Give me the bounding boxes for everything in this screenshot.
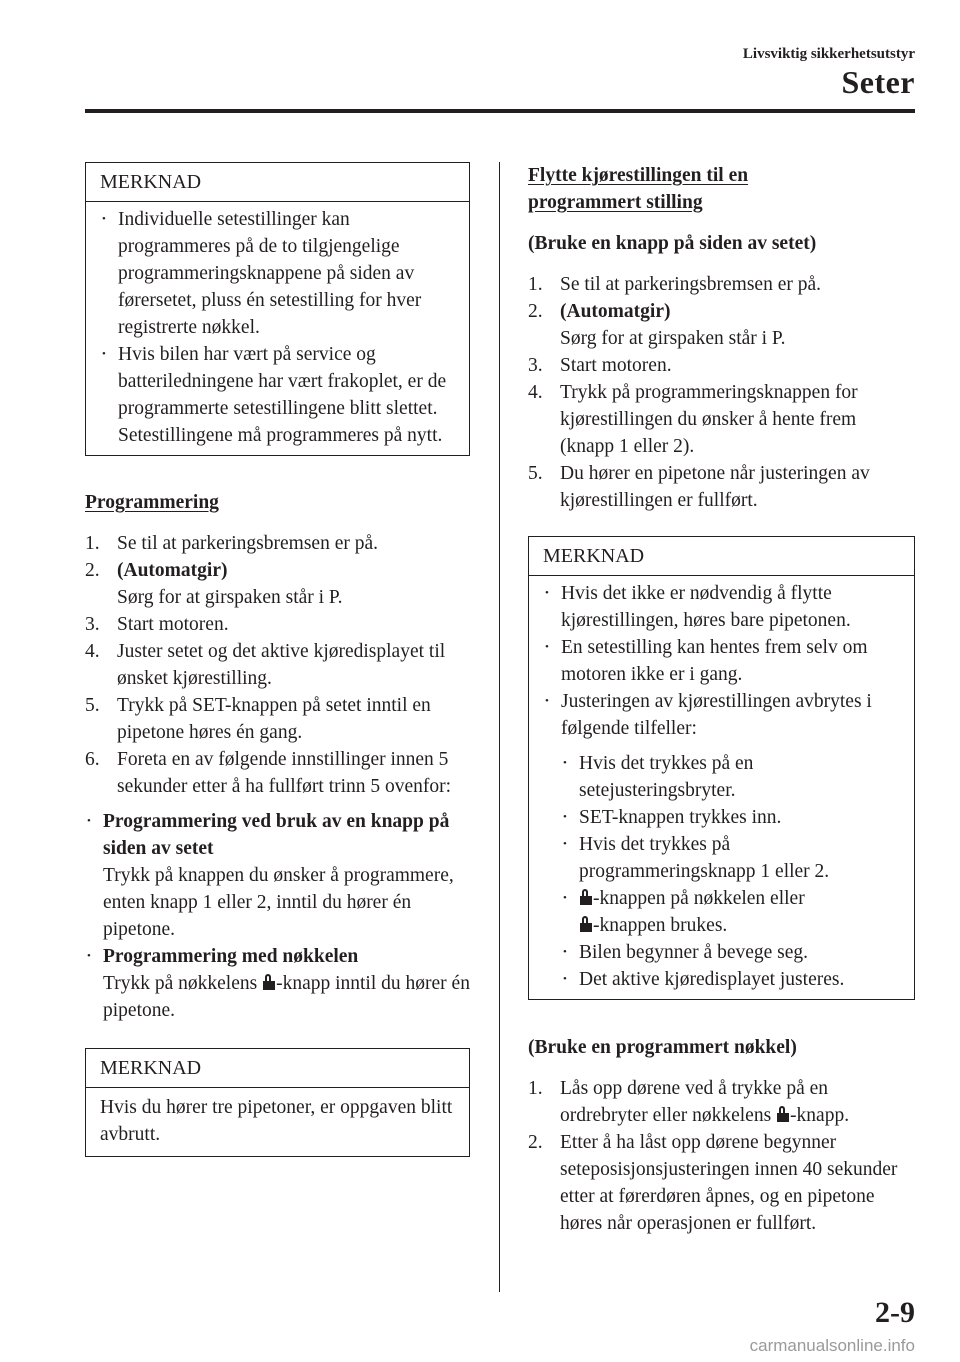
column-divider [499, 162, 500, 1292]
note-sub-bullet: • -knappen på nøkkelen eller -knappen brukes. [561, 885, 900, 939]
note-box [85, 162, 470, 456]
note-box [85, 1048, 470, 1157]
step-item: 3. Start motoren. [528, 355, 672, 376]
note-title: MERKNAD [86, 1049, 469, 1088]
step-list [528, 1075, 915, 1237]
right-column [528, 162, 915, 1237]
step-item: 4. Trykk på programmeringsknappen for kjørestillingen du ønsker å hente frem (knapp 1 eller 2). [528, 382, 858, 457]
subheading: (Bruke en knapp på siden av setet) [528, 233, 817, 254]
unlock-icon [580, 916, 592, 932]
subheading: (Bruke en programmert nøkkel) [528, 1037, 797, 1058]
note-title: MERKNAD [529, 537, 914, 576]
step-item: 5. Du hører en pipetone når justeringen av kjørestillingen er fullført. [528, 463, 870, 511]
step-item: 2. (Automatgir) Sørg for at girspaken står i P. [85, 560, 343, 608]
note-sub-bullet: • SET-knappen trykkes inn. [561, 804, 900, 831]
unlock-icon [580, 889, 592, 905]
header-rule [85, 109, 915, 113]
step-item: 2. (Automatgir) Sørg for at girspaken står i P. [528, 301, 786, 349]
unlock-icon [263, 974, 275, 990]
note-box [528, 536, 915, 1000]
sub-bullet: • Programmering ved bruk av en knapp på siden av setet Trykk på knappen du ønsker å programmere, enten knapp 1 eller 2, inntil du hører én pipetone. [85, 808, 470, 943]
note-bullet: • Hvis bilen har vært på service og batteriledningene har vært frakoplet, er de programmerte setestillingene blitt slettet. Setestillingene må programmeres på nytt. [100, 341, 455, 449]
step-item: 4. Juster setet og det aktive kjøredisplayet til ønsket kjørestilling. [85, 641, 446, 689]
note-bullet: • En setestilling kan hentes frem selv om motoren ikke er i gang. [543, 634, 900, 688]
section-heading: Flytte kjørestillingen til en programmert stilling [528, 165, 749, 213]
note-sub-bullet: • Bilen begynner å bevege seg. [561, 939, 900, 966]
note-text: Hvis du hører tre pipetoner, er oppgaven blitt avbrutt. [100, 1097, 453, 1145]
watermark: carmanualsonline.info [749, 1336, 915, 1355]
page-title: Seter [841, 64, 915, 100]
note-bullet: • Justeringen av kjørestillingen avbrytes i følgende tilfeller: [543, 688, 900, 742]
step-item: 5. Trykk på SET-knappen på setet inntil en pipetone høres én gang. [85, 695, 431, 743]
step-item: 6. Foreta en av følgende innstillinger innen 5 sekunder etter å ha fullført trinn 5 ovenfor: [85, 749, 452, 797]
step-list [528, 271, 915, 514]
left-column [85, 162, 470, 1157]
step-item: 1. Lås opp dørene ved å trykke på en ordrebryter eller nøkkelens -knapp. [528, 1078, 850, 1126]
unlock-icon [777, 1106, 789, 1122]
sub-bullet: • Programmering med nøkkelen Trykk på nøkkelens -knapp inntil du hører én pipetone. [85, 943, 470, 1024]
note-sub-bullet: • Det aktive kjøredisplayet justeres. [561, 966, 900, 993]
step-item: 1. Se til at parkeringsbremsen er på. [85, 533, 378, 554]
header-section: Livsviktig sikkerhetsutstyr [742, 46, 915, 62]
note-bullet: • Hvis det ikke er nødvendig å flytte kjørestillingen, høres bare pipetonen. [543, 580, 900, 634]
step-list [85, 530, 470, 800]
step-item: 2. Etter å ha låst opp dørene begynner seteposisjonsjusteringen innen 40 sekunder etter at førerdøren åpnes, og en pipetone høres når operasjonen er fullført. [528, 1132, 898, 1234]
step-item: 1. Se til at parkeringsbremsen er på. [528, 274, 821, 295]
note-title: MERKNAD [86, 163, 469, 202]
step-item: 3. Start motoren. [85, 614, 229, 635]
note-sub-bullet: • Hvis det trykkes på programmeringsknapp 1 eller 2. [561, 831, 900, 885]
page-number: 2-9 [875, 1296, 915, 1329]
note-sub-bullet: • Hvis det trykkes på en setejusteringsbryter. [561, 750, 900, 804]
note-bullet: • Individuelle setestillinger kan programmeres på de to tilgjengelige programmeringsknappene på siden av førersetet, pluss én setestilling for hver registrerte nøkkel. [100, 206, 455, 341]
section-heading: Programmering [85, 492, 219, 513]
